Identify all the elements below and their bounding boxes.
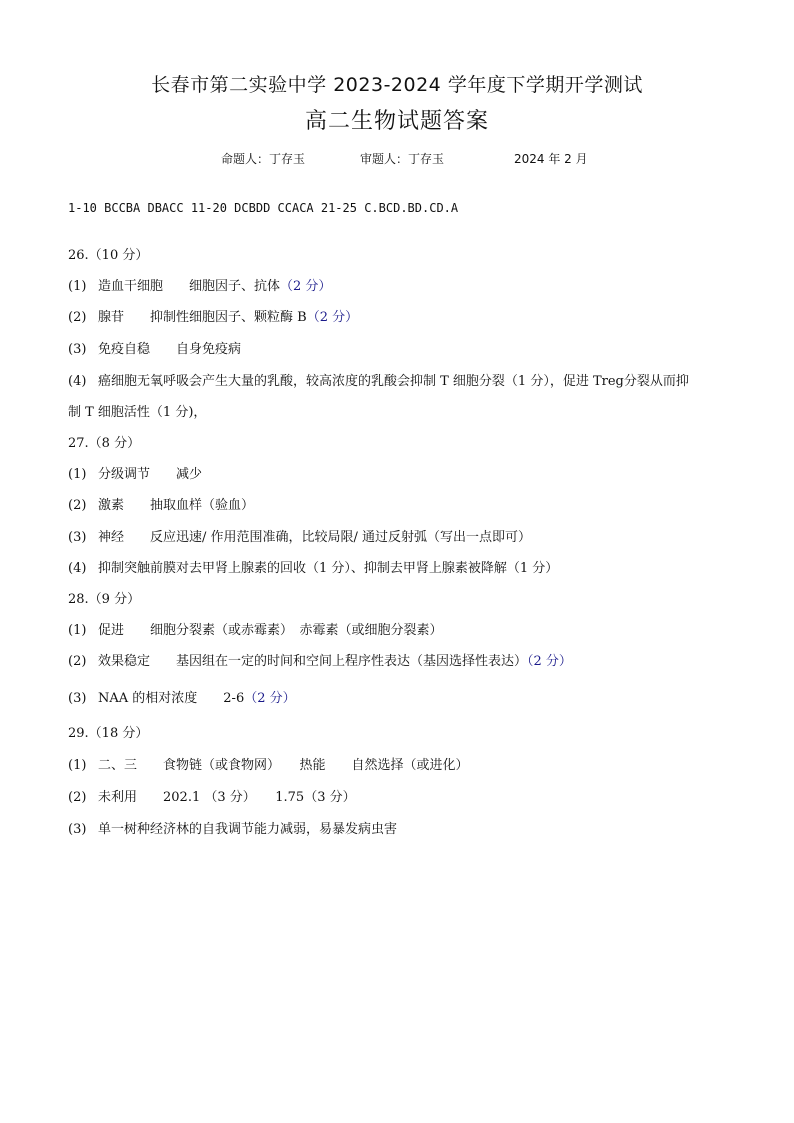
q29-a1-text: 二、三 食物链（或食物网） 热能 自然选择（或进化）: [98, 758, 469, 773]
q28-a1-text: 促进 细胞分裂素（或赤霉素） 赤霉素（或细胞分裂素）: [98, 623, 443, 638]
q27-a1-num: (1): [68, 467, 87, 482]
q27-a1-text: 分级调节 减少: [98, 467, 203, 482]
q26-a4-text: 癌细胞无氧呼吸会产生大量的乳酸，较高浓度的乳酸会抑制 T 细胞分裂（1 分），促进 Treg分裂从而抑: [98, 374, 689, 389]
q26-answer-1: [68, 275, 331, 294]
q29-a2-text: 未利用 202.1 （3 分） 1.75（3 分）: [98, 790, 356, 805]
q28-a2-text: 效果稳定 基因组在一定的时间和空间上程序性表达（基因选择性表达）: [98, 654, 528, 669]
q27-answer-2: [68, 494, 254, 513]
q26-answer-4-continued: 制 T 细胞活性（1 分)，: [68, 405, 207, 420]
exam-title: 长春市第二实验中学 2023-2024 学年度下学期开学测试: [151, 74, 643, 96]
q26-a2-text: 腺苷 抑制性细胞因子、颗粒酶 B: [98, 310, 307, 325]
q29-a1-num: (1): [68, 758, 87, 773]
q27-a3-num: (3): [68, 530, 87, 545]
q27-a2-text: 激素 抽取血样（验血）: [98, 498, 255, 513]
q26-a1-num: (1): [68, 279, 87, 294]
q26-answer-2: [68, 306, 358, 325]
q26-a2-num: (2): [68, 310, 87, 325]
q26-a3-text: 免疫自稳 自身免疫病: [98, 342, 242, 357]
q27-a2-num: (2): [68, 498, 87, 513]
date-label: 2024 年 2 月: [514, 152, 588, 166]
q28-answer-3: [68, 687, 296, 706]
q28-answer-1: [68, 619, 443, 638]
exam-subtitle: 高二生物试题答案: [304, 109, 489, 134]
choice-answers: 1-10 BCCBA DBACC 11-20 DCBDD CCACA 21-25 C.BCD.BD.CD.A: [68, 201, 459, 215]
q26-answer-4: [68, 370, 689, 389]
q28-a3-num: (3): [68, 691, 87, 706]
q27-answer-1: [68, 463, 202, 482]
q26-heading: 26.（10 分）: [68, 248, 149, 263]
q28-a2-points: （2 分）: [527, 654, 572, 669]
q29-answer-1: [68, 754, 469, 773]
q28-a1-num: (1): [68, 623, 87, 638]
q28-a3-text: NAA 的相对浓度 2-6: [98, 691, 245, 706]
q26-a1-text: 造血干细胞 细胞因子、抗体: [98, 279, 281, 294]
q27-answer-3: [68, 526, 531, 545]
q28-a3-points: （2 分）: [244, 691, 296, 706]
q26-a4-num: (4): [68, 374, 87, 389]
q27-a4-num: (4): [68, 561, 87, 576]
q27-answer-4: [68, 557, 558, 576]
q27-heading: 27.（8 分）: [68, 436, 141, 451]
q28-heading: 28.（9 分）: [68, 592, 141, 607]
q26-a1-points: （2 分）: [280, 279, 332, 294]
q29-a2-num: (2): [68, 790, 87, 805]
q29-answer-3: [68, 818, 397, 837]
q29-a3-num: (3): [68, 822, 87, 837]
q28-a2-num: (2): [68, 654, 87, 669]
q27-a3-text: 神经 反应迅速/ 作用范围准确，比较局限/ 通过反射弧（写出一点即可）: [98, 530, 532, 545]
q29-answer-2: [68, 786, 356, 805]
author-label: 命题人：丁存玉: [221, 152, 306, 166]
q26-a2-points: （2 分）: [306, 310, 359, 325]
q26-a3-num: (3): [68, 342, 87, 357]
q27-a4-text: 抑制突触前膜对去甲肾上腺素的回收（1 分）、抑制去甲肾上腺素被降解（1 分）: [98, 561, 559, 576]
q28-answer-2: [68, 650, 572, 669]
q26-answer-3: [68, 338, 241, 357]
q29-heading: 29.（18 分）: [68, 726, 149, 741]
q29-a3-text: 单一树种经济林的自我调节能力减弱，易暴发病虫害: [98, 822, 398, 837]
reviewer-label: 审题人：丁存玉: [360, 152, 445, 166]
